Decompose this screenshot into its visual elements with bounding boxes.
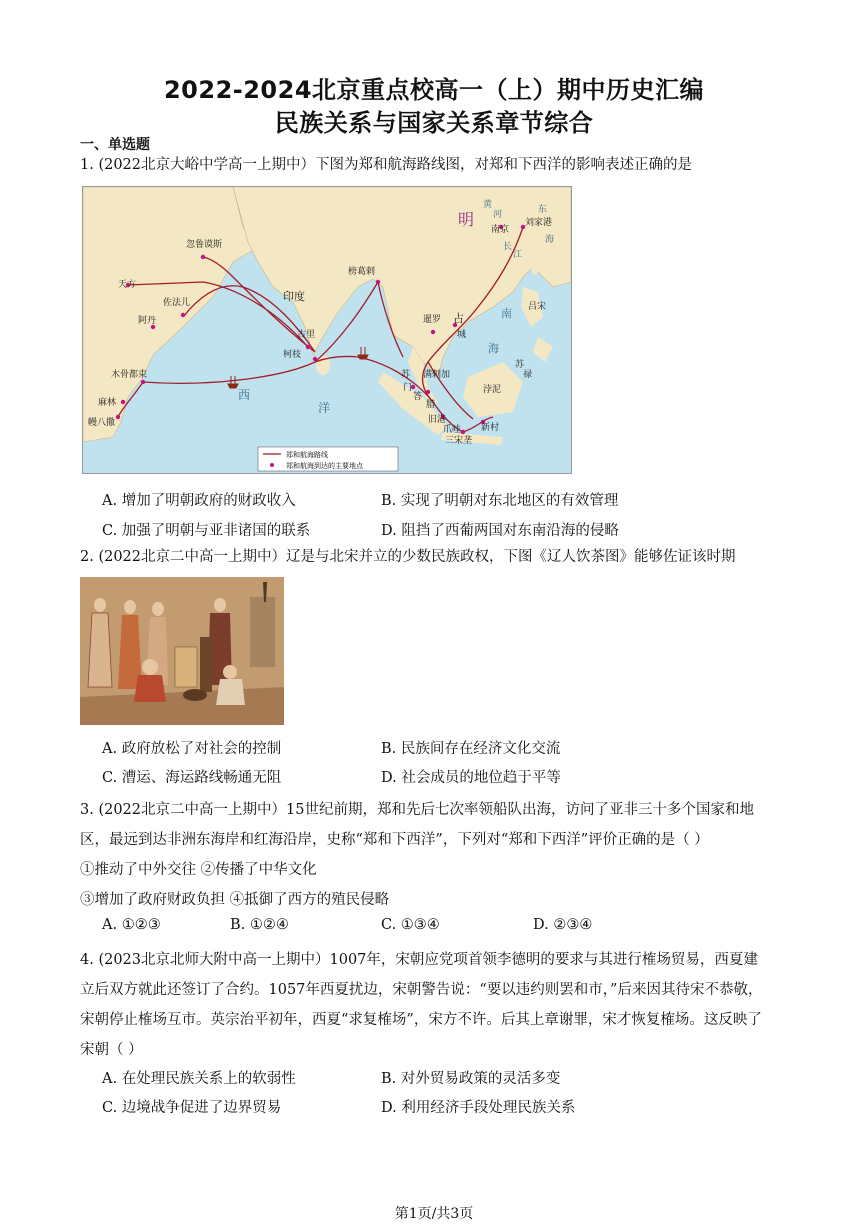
svg-text:柯枝: 柯枝 [283,350,302,360]
q4-option-b[interactable]: B. 对外贸易政策的灵活多变 [381,1071,561,1087]
q2-option-d[interactable]: D. 社会成员的地位趋于平等 [381,770,561,786]
question-4-line3: 宋朝停止榷场互市。英宗治平初年，西夏“求复榷场”，宋方不许。后其上章谢罪，宋才恢复榷场。这反映了 [80,1012,762,1028]
svg-text:南: 南 [501,307,512,320]
q3-option-b[interactable]: B. ①②④ [230,917,289,933]
question-4-line1: 4. (2023北京北师大附中高一上期中）1007年，宋朝应党项首领李德明的要求与其进行榷场贸易，西夏建 [80,952,758,968]
q4-option-d[interactable]: D. 利用经济手段处理民族关系 [381,1100,576,1116]
q1-option-c[interactable]: C. 加强了明朝与亚非诸国的联系 [102,523,311,539]
map-label-ming: 明 [458,210,475,229]
svg-text:洋: 洋 [318,401,331,415]
svg-text:海: 海 [488,342,499,355]
question-3-line3: ①推动了中外交往 ②传播了中华文化 [80,862,317,878]
section-heading: 一、单选题 [80,137,150,153]
svg-text:吕宋: 吕宋 [528,302,547,312]
svg-text:城: 城 [457,330,467,340]
question-4-line2: 立后双方就此还签订了合约。1057年西夏扰边，宋朝警告说：“要以违约则罢和市，”后来因其待宋不恭敬， [80,982,763,998]
q2-option-a[interactable]: A. 政府放松了对社会的控制 [102,741,282,757]
svg-text:暹罗: 暹罗 [423,315,442,325]
svg-text:爪哇: 爪哇 [443,425,462,435]
q2-option-c[interactable]: C. 漕运、海运路线畅通无阻 [102,770,282,786]
svg-text:忽鲁谟斯: 忽鲁谟斯 [186,240,223,250]
svg-text:海: 海 [545,235,555,245]
svg-text:天方: 天方 [118,280,137,290]
svg-text:幔八撒: 幔八撒 [88,418,116,428]
svg-text:黄: 黄 [483,200,493,210]
svg-text:答: 答 [413,392,423,402]
svg-text:西: 西 [238,388,251,402]
q3-option-d[interactable]: D. ②③④ [533,917,593,933]
q1-option-b[interactable]: B. 实现了明朝对东北地区的有效管理 [381,493,619,509]
svg-text:三宋垄: 三宋垄 [445,436,473,446]
svg-text:古里: 古里 [297,330,316,340]
svg-text:门: 门 [403,383,413,393]
svg-text:长: 长 [503,242,513,252]
svg-text:榜葛剌: 榜葛剌 [348,267,376,277]
svg-text:旧港: 旧港 [428,415,447,425]
question-3-line1: 3. (2022北京二中高一上期中）15世纪前期，郑和先后七次率领船队出海，访问了亚非三十多个国家和地 [80,802,754,818]
svg-text:腊: 腊 [426,400,436,410]
question-1-stem: 1. (2022北京大峪中学高一上期中）下图为郑和航海路线图，对郑和下西洋的影响表述正确的是 [80,157,692,173]
svg-text:满剌加: 满剌加 [423,370,451,380]
svg-text:佐法儿: 佐法儿 [163,298,191,308]
svg-text:浡泥: 浡泥 [483,385,502,395]
q1-option-a[interactable]: A. 增加了明朝政府的财政收入 [102,493,296,509]
svg-text:江: 江 [513,250,523,260]
svg-text:南京: 南京 [491,225,510,235]
page-number: 第1页/共3页 [394,1206,474,1222]
svg-text:刘家港: 刘家港 [525,218,553,228]
q3-option-c[interactable]: C. ①③④ [381,917,440,933]
svg-text:占: 占 [453,312,464,325]
q2-option-b[interactable]: B. 民族间存在经济文化交流 [381,741,561,757]
map-legend [258,447,398,471]
svg-text:阿丹: 阿丹 [138,316,157,326]
zheng-he-route-map [82,186,572,474]
svg-text:苏: 苏 [401,370,411,380]
page-title: 2022-2024北京重点校高一（上）期中历史汇编 [163,76,705,104]
question-2-stem: 2. (2022北京二中高一上期中）辽是与北宋并立的少数民族政权，下图《辽人饮茶图》能够佐证该时期 [80,549,736,565]
page-subtitle: 民族关系与国家关系章节综合 [274,109,594,137]
liao-tea-drinking-painting [80,577,284,725]
svg-text:河: 河 [493,210,503,220]
q3-option-a[interactable]: A. ①②③ [102,917,161,933]
svg-text:东: 东 [538,205,548,215]
svg-text:禄: 禄 [523,370,533,380]
svg-text:苏: 苏 [515,360,525,370]
question-3-line4: ③增加了政府财政负担 ④抵御了西方的殖民侵略 [80,892,390,908]
svg-text:印度: 印度 [283,290,305,303]
svg-text:麻林: 麻林 [98,398,117,408]
question-3-line2: 区，最远到达非洲东海岸和红海沿岸，史称“郑和下西洋”，下列对“郑和下西洋”评价正确的是（ ） [80,832,709,848]
svg-text:郑和航海路线: 郑和航海路线 [286,451,328,459]
q4-option-c[interactable]: C. 边境战争促进了边界贸易 [102,1100,282,1116]
svg-text:木骨都束: 木骨都束 [111,370,148,380]
q4-option-a[interactable]: A. 在处理民族关系上的软弱性 [102,1071,296,1087]
svg-text:新村: 新村 [481,423,500,433]
question-4-line4: 宋朝（ ） [80,1042,143,1058]
q1-option-d[interactable]: D. 阻挡了西葡两国对东南沿海的侵略 [381,523,619,539]
svg-text:郑和航海到达的主要地点: 郑和航海到达的主要地点 [286,462,363,470]
